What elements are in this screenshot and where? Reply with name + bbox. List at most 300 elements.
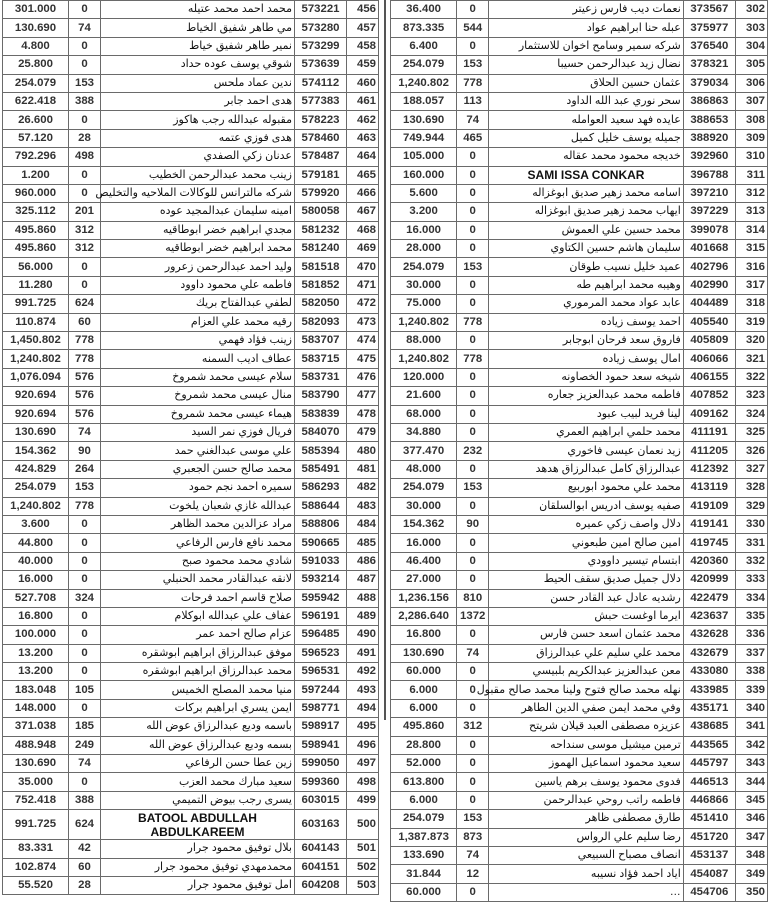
count-cell: 576 bbox=[69, 405, 101, 423]
amount-cell: 11.280 bbox=[3, 276, 69, 294]
amount-cell: 752.418 bbox=[3, 791, 69, 809]
account-cell: 596191 bbox=[295, 607, 347, 625]
account-cell: 583731 bbox=[295, 368, 347, 386]
table-row bbox=[391, 534, 768, 552]
count-cell: 465 bbox=[457, 129, 489, 147]
seq-cell: 479 bbox=[347, 423, 379, 441]
count-cell: 0 bbox=[457, 148, 489, 166]
name-cell: فاطمه محمد عبدالعزيز جعاره bbox=[489, 387, 684, 405]
account-cell: 596485 bbox=[295, 626, 347, 644]
name-cell: عبله حنا ابراهيم عواد bbox=[489, 19, 684, 37]
account-cell: 584070 bbox=[295, 423, 347, 441]
name-cell: امينه سليمان عبدالمجيد عوده bbox=[101, 203, 295, 221]
name-cell: فريال فوزي نمر السيد bbox=[101, 423, 295, 441]
table-row bbox=[3, 876, 379, 894]
seq-cell: 313 bbox=[735, 203, 767, 221]
seq-cell: 310 bbox=[735, 148, 767, 166]
account-cell: 435171 bbox=[683, 699, 735, 717]
name-cell: سعيد محمود اسماعيل الهموز bbox=[489, 755, 684, 773]
table-row bbox=[3, 589, 379, 607]
name-cell: منيا محمد المصلح الخميس bbox=[101, 681, 295, 699]
amount-cell: 30.000 bbox=[391, 276, 457, 294]
amount-cell: 28.800 bbox=[391, 736, 457, 754]
seq-cell: 336 bbox=[735, 626, 767, 644]
seq-cell: 344 bbox=[735, 773, 767, 791]
count-cell: 74 bbox=[457, 644, 489, 662]
seq-cell: 346 bbox=[735, 810, 767, 828]
amount-cell: 110.874 bbox=[3, 313, 69, 331]
count-cell: 778 bbox=[457, 350, 489, 368]
table-row bbox=[3, 313, 379, 331]
table-row bbox=[391, 552, 768, 570]
seq-cell: 490 bbox=[347, 626, 379, 644]
amount-cell: 960.000 bbox=[3, 184, 69, 202]
account-cell: 573280 bbox=[295, 19, 347, 37]
table-row bbox=[3, 350, 379, 368]
count-cell: 0 bbox=[457, 552, 489, 570]
count-cell: 778 bbox=[69, 332, 101, 350]
amount-cell: 25.800 bbox=[3, 56, 69, 74]
count-cell: 576 bbox=[69, 387, 101, 405]
name-cell: ابتسام تيسير داوودي bbox=[489, 552, 684, 570]
amount-cell: 188.057 bbox=[391, 92, 457, 110]
amount-cell: 55.520 bbox=[3, 876, 69, 894]
account-cell: 422479 bbox=[683, 589, 735, 607]
count-cell: 0 bbox=[69, 534, 101, 552]
name-cell: محمد علي سليم علي عبدالرزاق bbox=[489, 644, 684, 662]
table-row bbox=[3, 203, 379, 221]
amount-cell: 920.694 bbox=[3, 387, 69, 405]
account-cell: 599050 bbox=[295, 755, 347, 773]
name-cell: امال يوسف زياده bbox=[489, 350, 684, 368]
table-row bbox=[391, 111, 768, 129]
seq-cell: 321 bbox=[735, 350, 767, 368]
count-cell: 0 bbox=[69, 111, 101, 129]
table-row bbox=[3, 552, 379, 570]
amount-cell: 3.600 bbox=[3, 515, 69, 533]
amount-cell: 1,236.156 bbox=[391, 589, 457, 607]
amount-cell: 35.000 bbox=[3, 773, 69, 791]
count-cell: 0 bbox=[69, 571, 101, 589]
amount-cell: 2,286.640 bbox=[391, 607, 457, 625]
name-cell: محمد علي محمود ابوربيع bbox=[489, 479, 684, 497]
name-cell: نهله محمد صالح فتوح ولينا محمد صالح مقبول bbox=[489, 681, 684, 699]
name-cell: محمدمهدي توفيق محمود جرار bbox=[101, 858, 295, 876]
account-cell: 451720 bbox=[683, 828, 735, 846]
account-cell: 379034 bbox=[683, 74, 735, 92]
count-cell: 264 bbox=[69, 460, 101, 478]
account-cell: 419141 bbox=[683, 515, 735, 533]
table-row bbox=[3, 258, 379, 276]
seq-cell: 475 bbox=[347, 350, 379, 368]
seq-cell: 348 bbox=[735, 846, 767, 864]
name-cell: SAMI ISSA CONKAR bbox=[489, 166, 684, 184]
account-cell: 582093 bbox=[295, 313, 347, 331]
name-cell: عبدالرزاق كامل عبدالرزاق هدهد bbox=[489, 460, 684, 478]
seq-cell: 485 bbox=[347, 534, 379, 552]
count-cell: 0 bbox=[457, 497, 489, 515]
amount-cell: 6.000 bbox=[391, 699, 457, 717]
amount-cell: 27.000 bbox=[391, 571, 457, 589]
amount-cell: 792.296 bbox=[3, 148, 69, 166]
right-page bbox=[384, 0, 768, 898]
count-cell: 0 bbox=[69, 663, 101, 681]
account-cell: 588644 bbox=[295, 497, 347, 515]
count-cell: 153 bbox=[457, 56, 489, 74]
table-row bbox=[3, 295, 379, 313]
count-cell: 113 bbox=[457, 92, 489, 110]
left-page bbox=[0, 0, 384, 892]
seq-cell: 463 bbox=[347, 129, 379, 147]
amount-cell: 16.000 bbox=[3, 571, 69, 589]
name-cell: عزام صالح احمد عمر bbox=[101, 626, 295, 644]
table-row bbox=[391, 571, 768, 589]
amount-cell: 183.048 bbox=[3, 681, 69, 699]
account-cell: 396788 bbox=[683, 166, 735, 184]
name-cell: مراد عزالدين محمد الظاهر bbox=[101, 515, 295, 533]
count-cell: 0 bbox=[69, 1, 101, 19]
count-cell: 0 bbox=[457, 387, 489, 405]
account-cell: 593214 bbox=[295, 571, 347, 589]
name-cell: عطاف اديب السمنه bbox=[101, 350, 295, 368]
name-cell: علي موسى عبدالغني حمد bbox=[101, 442, 295, 460]
account-cell: 399078 bbox=[683, 221, 735, 239]
table-row bbox=[391, 663, 768, 681]
count-cell: 0 bbox=[69, 276, 101, 294]
account-cell: 583790 bbox=[295, 387, 347, 405]
account-cell: 376540 bbox=[683, 37, 735, 55]
seq-cell: 494 bbox=[347, 699, 379, 717]
account-cell: 432679 bbox=[683, 644, 735, 662]
seq-cell: 464 bbox=[347, 148, 379, 166]
seq-cell: 476 bbox=[347, 368, 379, 386]
name-cell: شركه مالترانس للوكالات الملاحيه والتخليص bbox=[101, 184, 295, 202]
amount-cell: 36.400 bbox=[391, 1, 457, 19]
seq-cell: 470 bbox=[347, 258, 379, 276]
table-row bbox=[391, 479, 768, 497]
count-cell: 0 bbox=[457, 773, 489, 791]
table-row bbox=[3, 92, 379, 110]
account-cell: 404489 bbox=[683, 295, 735, 313]
name-cell: هدى فوزي عتمه bbox=[101, 129, 295, 147]
account-cell: 590665 bbox=[295, 534, 347, 552]
account-cell: 579181 bbox=[295, 166, 347, 184]
amount-cell: 254.079 bbox=[391, 258, 457, 276]
table-row bbox=[391, 736, 768, 754]
name-cell: شيخه سعد حمود الخصاونه bbox=[489, 368, 684, 386]
account-cell: 443565 bbox=[683, 736, 735, 754]
count-cell: 0 bbox=[457, 184, 489, 202]
count-cell: 0 bbox=[457, 736, 489, 754]
name-cell: رقيه محمد علي العزام bbox=[101, 313, 295, 331]
account-cell: 581240 bbox=[295, 240, 347, 258]
table-row bbox=[391, 423, 768, 441]
account-cell: 579920 bbox=[295, 184, 347, 202]
seq-cell: 496 bbox=[347, 736, 379, 754]
amount-cell: 495.860 bbox=[391, 718, 457, 736]
name-cell: دلال واصف زكي عميره bbox=[489, 515, 684, 533]
table-row bbox=[3, 166, 379, 184]
account-cell: 583715 bbox=[295, 350, 347, 368]
count-cell: 74 bbox=[69, 755, 101, 773]
account-cell: 411191 bbox=[683, 423, 735, 441]
table-row bbox=[3, 240, 379, 258]
account-cell: 373567 bbox=[683, 1, 735, 19]
seq-cell: 487 bbox=[347, 571, 379, 589]
account-cell: 406066 bbox=[683, 350, 735, 368]
table-row bbox=[3, 423, 379, 441]
table-row bbox=[391, 332, 768, 350]
table-row bbox=[3, 129, 379, 147]
table-row bbox=[3, 332, 379, 350]
table-row bbox=[3, 148, 379, 166]
table-row bbox=[3, 699, 379, 717]
count-cell: 0 bbox=[457, 405, 489, 423]
name-cell: ندين عماد ملحس bbox=[101, 74, 295, 92]
seq-cell: 329 bbox=[735, 497, 767, 515]
amount-cell: 371.038 bbox=[3, 718, 69, 736]
amount-cell: 1,240.802 bbox=[391, 350, 457, 368]
account-cell: 433985 bbox=[683, 681, 735, 699]
name-cell: بسمه وديع عبدالرزاق عوض الله bbox=[101, 736, 295, 754]
name-cell: لانقه عبدالقادر محمد الحنبلي bbox=[101, 571, 295, 589]
account-cell: 596531 bbox=[295, 663, 347, 681]
seq-cell: 466 bbox=[347, 184, 379, 202]
amount-cell: 5.600 bbox=[391, 184, 457, 202]
seq-cell: 311 bbox=[735, 166, 767, 184]
table-row bbox=[3, 460, 379, 478]
account-cell: 453137 bbox=[683, 846, 735, 864]
count-cell: 60 bbox=[69, 313, 101, 331]
amount-cell: 60.000 bbox=[391, 663, 457, 681]
count-cell: 324 bbox=[69, 589, 101, 607]
name-cell: فدوى محمود يوسف برهم ياسين bbox=[489, 773, 684, 791]
count-cell: 232 bbox=[457, 442, 489, 460]
account-cell: 581518 bbox=[295, 258, 347, 276]
count-cell: 544 bbox=[457, 19, 489, 37]
seq-cell: 316 bbox=[735, 258, 767, 276]
account-cell: 407852 bbox=[683, 387, 735, 405]
amount-cell: 120.000 bbox=[391, 368, 457, 386]
account-cell: 392960 bbox=[683, 148, 735, 166]
table-row bbox=[391, 589, 768, 607]
account-cell: 596523 bbox=[295, 644, 347, 662]
seq-cell: 350 bbox=[735, 883, 767, 901]
account-cell: 388653 bbox=[683, 111, 735, 129]
name-cell: بلال توفيق محمود جرار bbox=[101, 840, 295, 858]
count-cell: 312 bbox=[457, 718, 489, 736]
name-cell: رضا سليم علي الرواس bbox=[489, 828, 684, 846]
count-cell: 388 bbox=[69, 92, 101, 110]
amount-cell: 56.000 bbox=[3, 258, 69, 276]
count-cell: 0 bbox=[457, 681, 489, 699]
count-cell: 0 bbox=[457, 1, 489, 19]
name-cell: رشديه عادل عبد القادر حسن bbox=[489, 589, 684, 607]
name-cell: اسامه محمد زهير صديق ابوغزاله bbox=[489, 184, 684, 202]
name-cell: محمد عبدالرزاق ابراهيم ابوشقره bbox=[101, 663, 295, 681]
count-cell: 90 bbox=[457, 515, 489, 533]
name-cell: نضال زيد عبدالرحمن حسيبا bbox=[489, 56, 684, 74]
amount-cell: 991.725 bbox=[3, 810, 69, 840]
seq-cell: 323 bbox=[735, 387, 767, 405]
count-cell: 0 bbox=[69, 552, 101, 570]
table-row bbox=[3, 111, 379, 129]
account-cell: 401668 bbox=[683, 240, 735, 258]
name-cell: وليد احمد عبدالرحمن زعرور bbox=[101, 258, 295, 276]
table-row bbox=[3, 221, 379, 239]
count-cell: 12 bbox=[457, 865, 489, 883]
account-cell: 582050 bbox=[295, 295, 347, 313]
account-cell: 598917 bbox=[295, 718, 347, 736]
amount-cell: 16.000 bbox=[391, 221, 457, 239]
seq-cell: 319 bbox=[735, 313, 767, 331]
count-cell: 74 bbox=[457, 846, 489, 864]
seq-cell: 307 bbox=[735, 92, 767, 110]
amount-cell: 16.800 bbox=[3, 607, 69, 625]
account-cell: 454706 bbox=[683, 883, 735, 901]
amount-cell: 30.000 bbox=[391, 497, 457, 515]
count-cell: 42 bbox=[69, 840, 101, 858]
count-cell: 0 bbox=[69, 773, 101, 791]
account-cell: 583839 bbox=[295, 405, 347, 423]
count-cell: 388 bbox=[69, 791, 101, 809]
name-cell: سميره احمد نجم حمود bbox=[101, 479, 295, 497]
amount-cell: 130.690 bbox=[3, 423, 69, 441]
count-cell: 0 bbox=[457, 221, 489, 239]
account-cell: 423637 bbox=[683, 607, 735, 625]
count-cell: 576 bbox=[69, 368, 101, 386]
account-cell: 598941 bbox=[295, 736, 347, 754]
count-cell: 60 bbox=[69, 858, 101, 876]
table-row bbox=[3, 442, 379, 460]
name-cell: زيد نعمان عيسى فاخوري bbox=[489, 442, 684, 460]
seq-cell: 478 bbox=[347, 405, 379, 423]
count-cell: 0 bbox=[69, 699, 101, 717]
amount-cell: 160.000 bbox=[391, 166, 457, 184]
count-cell: 312 bbox=[69, 221, 101, 239]
table-row bbox=[391, 607, 768, 625]
account-cell: 578460 bbox=[295, 129, 347, 147]
account-cell: 406155 bbox=[683, 368, 735, 386]
seq-cell: 333 bbox=[735, 571, 767, 589]
amount-cell: 254.079 bbox=[3, 74, 69, 92]
count-cell: 0 bbox=[457, 423, 489, 441]
count-cell: 0 bbox=[69, 515, 101, 533]
account-cell: 451410 bbox=[683, 810, 735, 828]
table-row bbox=[391, 883, 768, 901]
name-cell: … bbox=[489, 883, 684, 901]
seq-cell: 324 bbox=[735, 405, 767, 423]
account-cell: 573639 bbox=[295, 56, 347, 74]
table-row bbox=[391, 718, 768, 736]
amount-cell: 4.800 bbox=[3, 37, 69, 55]
seq-cell: 331 bbox=[735, 534, 767, 552]
name-cell: محمد نافع فارس الرفاعي bbox=[101, 534, 295, 552]
table-row bbox=[391, 791, 768, 809]
table-row bbox=[3, 791, 379, 809]
name-cell: صفيه يوسف ادريس ابوالسلقان bbox=[489, 497, 684, 515]
seq-cell: 486 bbox=[347, 552, 379, 570]
name-cell: عايده فهد سعيد العوامله bbox=[489, 111, 684, 129]
account-cell: 604143 bbox=[295, 840, 347, 858]
table-row bbox=[391, 626, 768, 644]
amount-cell: 133.690 bbox=[391, 846, 457, 864]
amount-cell: 495.860 bbox=[3, 221, 69, 239]
table-row bbox=[3, 276, 379, 294]
name-cell: ايرما اوغست حبش bbox=[489, 607, 684, 625]
seq-cell: 340 bbox=[735, 699, 767, 717]
amount-cell: 130.690 bbox=[391, 644, 457, 662]
count-cell: 0 bbox=[69, 56, 101, 74]
name-cell: مقبوله عبدالله رجب هاكوز bbox=[101, 111, 295, 129]
seq-cell: 469 bbox=[347, 240, 379, 258]
account-cell: 581232 bbox=[295, 221, 347, 239]
seq-cell: 302 bbox=[735, 1, 767, 19]
account-cell: 397210 bbox=[683, 184, 735, 202]
name-cell: شركه سمير وسامح اخوان للاستثمار bbox=[489, 37, 684, 55]
account-cell: 397229 bbox=[683, 203, 735, 221]
seq-cell: 458 bbox=[347, 37, 379, 55]
seq-cell: 477 bbox=[347, 387, 379, 405]
count-cell: 201 bbox=[69, 203, 101, 221]
table-row bbox=[391, 644, 768, 662]
seq-cell: 325 bbox=[735, 423, 767, 441]
amount-cell: 6.400 bbox=[391, 37, 457, 55]
account-cell: 599360 bbox=[295, 773, 347, 791]
count-cell: 624 bbox=[69, 810, 101, 840]
amount-cell: 254.079 bbox=[391, 479, 457, 497]
amount-cell: 488.948 bbox=[3, 736, 69, 754]
table-row bbox=[391, 148, 768, 166]
count-cell: 778 bbox=[457, 74, 489, 92]
name-cell: سلام عيسى محمد شمروخ bbox=[101, 368, 295, 386]
seq-cell: 493 bbox=[347, 681, 379, 699]
account-cell: 604151 bbox=[295, 858, 347, 876]
table-row bbox=[391, 221, 768, 239]
seq-cell: 489 bbox=[347, 607, 379, 625]
name-cell: امين صالح امين طبعوني bbox=[489, 534, 684, 552]
table-row bbox=[3, 718, 379, 736]
account-cell: 603163 bbox=[295, 810, 347, 840]
table-row bbox=[391, 755, 768, 773]
seq-cell: 497 bbox=[347, 755, 379, 773]
count-cell: 778 bbox=[69, 350, 101, 368]
table-row bbox=[391, 56, 768, 74]
seq-cell: 314 bbox=[735, 221, 767, 239]
seq-cell: 305 bbox=[735, 56, 767, 74]
account-cell: 578223 bbox=[295, 111, 347, 129]
account-cell: 402990 bbox=[683, 276, 735, 294]
name-cell: محمد ابراهيم خضر ابوطاقيه bbox=[101, 240, 295, 258]
seq-cell: 342 bbox=[735, 736, 767, 754]
count-cell: 0 bbox=[457, 791, 489, 809]
amount-cell: 991.725 bbox=[3, 295, 69, 313]
name-cell: سعيد مبارك محمد العزب bbox=[101, 773, 295, 791]
account-cell: 577383 bbox=[295, 92, 347, 110]
count-cell: 0 bbox=[457, 295, 489, 313]
account-cell: 445797 bbox=[683, 755, 735, 773]
table-row bbox=[391, 203, 768, 221]
table-row bbox=[391, 184, 768, 202]
amount-cell: 613.800 bbox=[391, 773, 457, 791]
table-row bbox=[3, 736, 379, 754]
name-cell: عزيزه مصطفى العبد قيلان شريتح bbox=[489, 718, 684, 736]
table-row bbox=[391, 387, 768, 405]
count-cell: 0 bbox=[457, 571, 489, 589]
count-cell: 0 bbox=[457, 276, 489, 294]
name-cell: مي طاهر شفيق الخياط bbox=[101, 19, 295, 37]
seq-cell: 309 bbox=[735, 129, 767, 147]
